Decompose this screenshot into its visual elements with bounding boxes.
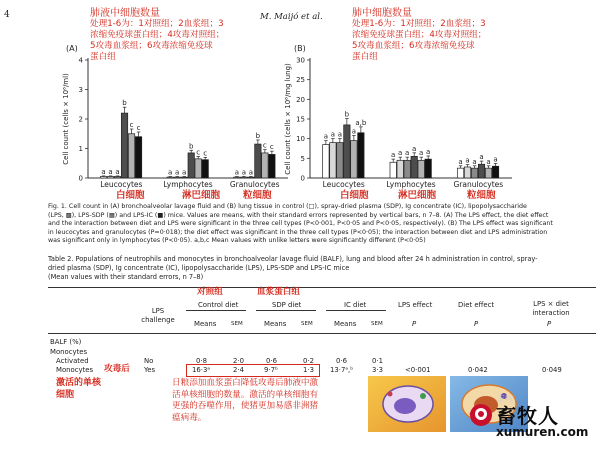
panel-label-a: (A)	[66, 44, 78, 53]
significance-letter: a	[241, 168, 247, 177]
y-tick-label: 30	[296, 56, 305, 65]
table-group-rule-sdp	[256, 310, 316, 311]
x-category-label: Granulocytes	[453, 180, 504, 189]
bar	[344, 125, 350, 178]
x-category-label: Lymphocytes	[386, 180, 436, 189]
y-axis-label: Cell count (cells × 10⁶/ml)	[62, 73, 70, 165]
cell-no-challenge: No	[144, 357, 154, 365]
th-sem-sdp: SEM	[301, 321, 313, 327]
left-xcat-cn-1: 白细胞	[116, 190, 145, 201]
significance-letter: a	[115, 167, 120, 176]
bar	[411, 156, 417, 178]
cell-no-ic-sem: 0·1	[372, 357, 383, 365]
th-sdp-diet: SDP diet	[272, 301, 302, 309]
significance-letter: a	[175, 168, 180, 177]
left-xcat-cn-3: 粒细胞	[243, 190, 272, 201]
right-xcat-cn-2: 淋巴细胞	[398, 190, 437, 201]
th-lps-effect: LPS effect	[398, 301, 433, 309]
th-means-ic: Means	[334, 320, 357, 328]
significance-letter: a	[323, 132, 329, 141]
cell-yes-ic-sem: 3·3	[372, 366, 383, 374]
y-tick-label: 3	[78, 86, 83, 94]
cell-yes-int-p: 0·049	[542, 366, 562, 374]
y-tick-label: 25	[296, 76, 305, 85]
y-tick-label: 4	[78, 56, 83, 65]
row-note-challenge: 攻毒后	[104, 364, 130, 374]
cell-no-sdp-sem: 0·2	[303, 357, 314, 365]
significance-letter: a	[337, 130, 343, 139]
caption-line: was significant only in lymphocytes (P<0·05). a,b,c Mean values with unlike letters were significantly different (P<0·05)	[48, 237, 426, 245]
bar	[425, 159, 431, 178]
th-p-diet: P	[474, 320, 479, 328]
significance-letter: a	[465, 156, 470, 165]
th-means-sdp: Means	[264, 320, 287, 328]
significance-letter: a	[234, 168, 240, 177]
bar	[351, 141, 357, 178]
bottom-note-line: 日粮添加血浆蛋白降低攻毒后肺液中激	[172, 378, 319, 388]
significance-letter: c	[269, 143, 274, 152]
table-title	[48, 255, 596, 282]
bar	[471, 168, 477, 178]
bar	[404, 160, 410, 178]
x-category-label: Leucocytes	[322, 180, 365, 189]
figure-caption	[48, 203, 596, 246]
panel-label-b: (B)	[294, 44, 306, 53]
caption-line: Fig. 1. Cell count in (A) bronchoalveolar lavage fluid and (B) lung tissue in control (□), spray-dried plasma (SDP), Ig concentrate (IC), lipopolysaccharide	[48, 203, 527, 210]
significance-letter: a	[101, 167, 106, 176]
y-tick-label: 20	[296, 95, 305, 104]
cell-yes-challenge: Yes	[144, 366, 156, 374]
chart-b	[0, 0, 600, 205]
bar	[390, 162, 396, 178]
right-xcat-cn-3: 粒细胞	[467, 190, 496, 201]
significance-letter: c	[262, 141, 267, 150]
cell-yes-control-sem: 2·4	[233, 366, 244, 374]
y-tick-label: 0	[78, 174, 83, 183]
cell-yes-sdp-mean: 9·7ᵇ	[264, 366, 278, 374]
right-note-line: 肺中细胞数量	[352, 8, 412, 19]
right-xcat-cn-1: 白细胞	[340, 190, 369, 201]
significance-letter: b	[344, 110, 350, 119]
x-category-label: Lymphocytes	[163, 180, 213, 189]
row-activated: Activated	[56, 357, 89, 365]
bottom-note-line: 活单核细胞的数量。激活的单核细胞有	[172, 389, 319, 400]
bar	[418, 160, 424, 178]
significance-letter: a	[419, 149, 424, 158]
cell-yes-ic-mean: 13·7ᵃ,ᵇ	[330, 366, 354, 374]
bar	[330, 143, 336, 178]
right-note-line: 5攻毒血浆组；6攻毒浓缩免疫球	[352, 41, 475, 51]
y-tick-label: 10	[296, 135, 305, 144]
bottom-note-line: 更强的吞噬作用，使猪更加易感非洲猪	[172, 401, 319, 411]
x-category-label: Leucocytes	[100, 180, 143, 189]
cell-no-sdp-mean: 0·6	[266, 357, 277, 365]
bottom-note-line: 瘟病毒。	[172, 412, 207, 423]
significance-letter: a	[493, 155, 498, 164]
y-tick-label: 5	[300, 154, 305, 163]
significance-letter: a	[458, 157, 463, 166]
cell-yes-control-mean: 16·3ᵃ	[192, 366, 211, 374]
th-sem-control: SEM	[231, 321, 243, 327]
cell-yes-lps-p: <0·001	[405, 366, 431, 374]
y-tick-label: 1	[78, 145, 83, 153]
left-note-line: 处理1-6为：1对照组；2血浆组；3	[90, 19, 224, 29]
significance-letter: a	[472, 157, 477, 166]
right-note-line: 处理1-6为：1对照组；2血浆组；3	[352, 19, 486, 29]
significance-letter: b	[122, 99, 127, 108]
table-note-control: 对照组	[197, 287, 223, 297]
caption-line: in leucocytes and granulocytes (P=0·018); the diet effect was significant in the three cell types (P<0·05); the interaction between diet and LPS administration	[48, 228, 548, 236]
bar	[397, 160, 403, 178]
watermark-url: xumuren.com	[496, 425, 589, 439]
bar	[337, 143, 343, 178]
left-xcat-cn-2: 淋巴细胞	[182, 190, 221, 201]
cell-yes-sdp-sem: 1·3	[303, 366, 314, 374]
page-number: 4	[4, 10, 10, 20]
significance-letter: b	[188, 142, 194, 151]
row-monocytes: Monocytes	[50, 348, 88, 356]
significance-letter: c	[129, 121, 134, 130]
caption-line: (LPS, ▩), LPS-SDP (▦) and LPS-IC (■) mice. Values are means, with their standard errors represented by vertical bars, n 7–8. (A) The LPS effect, the diet effect	[48, 211, 549, 219]
table-title-line: dried plasma (SDP), Ig concentrate (IC), lipopolysaccharide (LPS), LPS-SDP and LPS-IC mice	[48, 264, 350, 272]
th-challenge-line: challenge	[141, 316, 175, 324]
significance-letter: a	[398, 149, 403, 158]
significance-letter: a	[391, 151, 396, 160]
y-tick-label: 0	[300, 174, 305, 183]
th-interaction-line: interaction	[532, 308, 570, 317]
bar	[464, 167, 470, 178]
th-p-int: P	[547, 320, 552, 328]
bottom-overlay-note	[172, 378, 362, 424]
significance-letter: c	[203, 149, 208, 158]
significance-letter: a	[108, 167, 113, 176]
significance-letter: a	[405, 149, 410, 158]
significance-letter: a	[351, 127, 357, 136]
left-note-line: 5攻毒血浆组；6攻毒浓缩免疫球	[90, 41, 213, 51]
y-tick-label: 2	[78, 115, 83, 124]
bar	[457, 168, 463, 178]
significance-letter: c	[196, 148, 201, 157]
y-tick-label: 15	[296, 115, 305, 124]
th-ic-diet: IC diet	[344, 301, 367, 309]
significance-letter: b	[255, 131, 261, 140]
watermark-faint: 丰牧	[496, 395, 515, 405]
bar	[358, 133, 364, 178]
table-note-sdp: 血浆蛋白组	[257, 287, 300, 297]
significance-letter: a	[168, 168, 173, 177]
bar	[478, 164, 484, 178]
table-title-line: (Mean values with their standard errors, n 7–8)	[48, 273, 204, 281]
bar	[492, 166, 498, 178]
table-title-line: Table 2. Populations of neutrophils and monocytes in bronchoalveolar lavage fluid (BALF), lung and blood after 24 h administration in control, spray-	[48, 255, 538, 263]
th-diet-effect: Diet effect	[458, 301, 495, 309]
left-note-line: 蛋白组	[90, 52, 116, 62]
significance-letter: a	[426, 147, 431, 156]
right-note-line: 蛋白组	[352, 52, 378, 62]
th-sem-ic: SEM	[371, 321, 383, 327]
significance-letter: a	[486, 157, 491, 166]
bar	[485, 168, 491, 178]
running-head: M. Maijó et al.	[260, 12, 323, 22]
y-axis-label: Cell count (cells × 10⁶/mg lung)	[284, 63, 292, 175]
significance-letter: c	[136, 123, 141, 132]
x-category-label: Granulocytes	[229, 180, 280, 189]
table-group-rule-ic	[326, 310, 386, 311]
table-head-rule	[48, 333, 596, 334]
watermark-logo	[470, 404, 492, 426]
significance-letter: a	[479, 153, 484, 162]
cell-yes-diet-p: 0·042	[468, 366, 488, 374]
activated-monocyte-note: 激活的单核细胞	[56, 378, 102, 400]
bar	[323, 145, 329, 178]
th-interaction-line: LPS × diet	[533, 300, 569, 308]
cell-no-control-sem: 2·0	[233, 357, 244, 365]
th-interaction	[524, 300, 578, 317]
th-p-lps: P	[412, 320, 417, 328]
watermark-cn: 畜牧人	[496, 404, 559, 428]
cell-no-ic-mean: 0·6	[336, 357, 347, 365]
significance-letter: a,b	[355, 118, 367, 127]
th-lps-challenge	[138, 307, 178, 325]
left-note-line: 浓缩免疫球蛋白组；4攻毒对照组；	[90, 30, 225, 40]
significance-letter: a	[330, 130, 336, 139]
left-note-line: 肺液中细胞数量	[90, 8, 160, 19]
table-top-rule	[48, 287, 596, 288]
significance-letter: a	[248, 168, 254, 177]
significance-letter: a	[412, 144, 417, 153]
caption-line: and the interaction between diet and LPS were significant in the three cell types (P<0·001, P<0·05 and P<0·05, respectively). (B) The LPS effect was significant	[48, 220, 553, 228]
significance-letter: a	[182, 168, 187, 177]
th-control-diet: Control diet	[198, 301, 239, 309]
th-lps-line: LPS	[151, 307, 165, 315]
table-group-rule-control	[186, 310, 246, 311]
row-monocytes-2: Monocytes	[56, 366, 94, 374]
th-means-control: Means	[194, 320, 217, 328]
cell-no-control-mean: 0·8	[196, 357, 207, 365]
row-balf: BALF (%)	[50, 338, 82, 346]
right-note-line: 浓缩免疫球蛋白组；4攻毒对照组；	[352, 30, 487, 40]
